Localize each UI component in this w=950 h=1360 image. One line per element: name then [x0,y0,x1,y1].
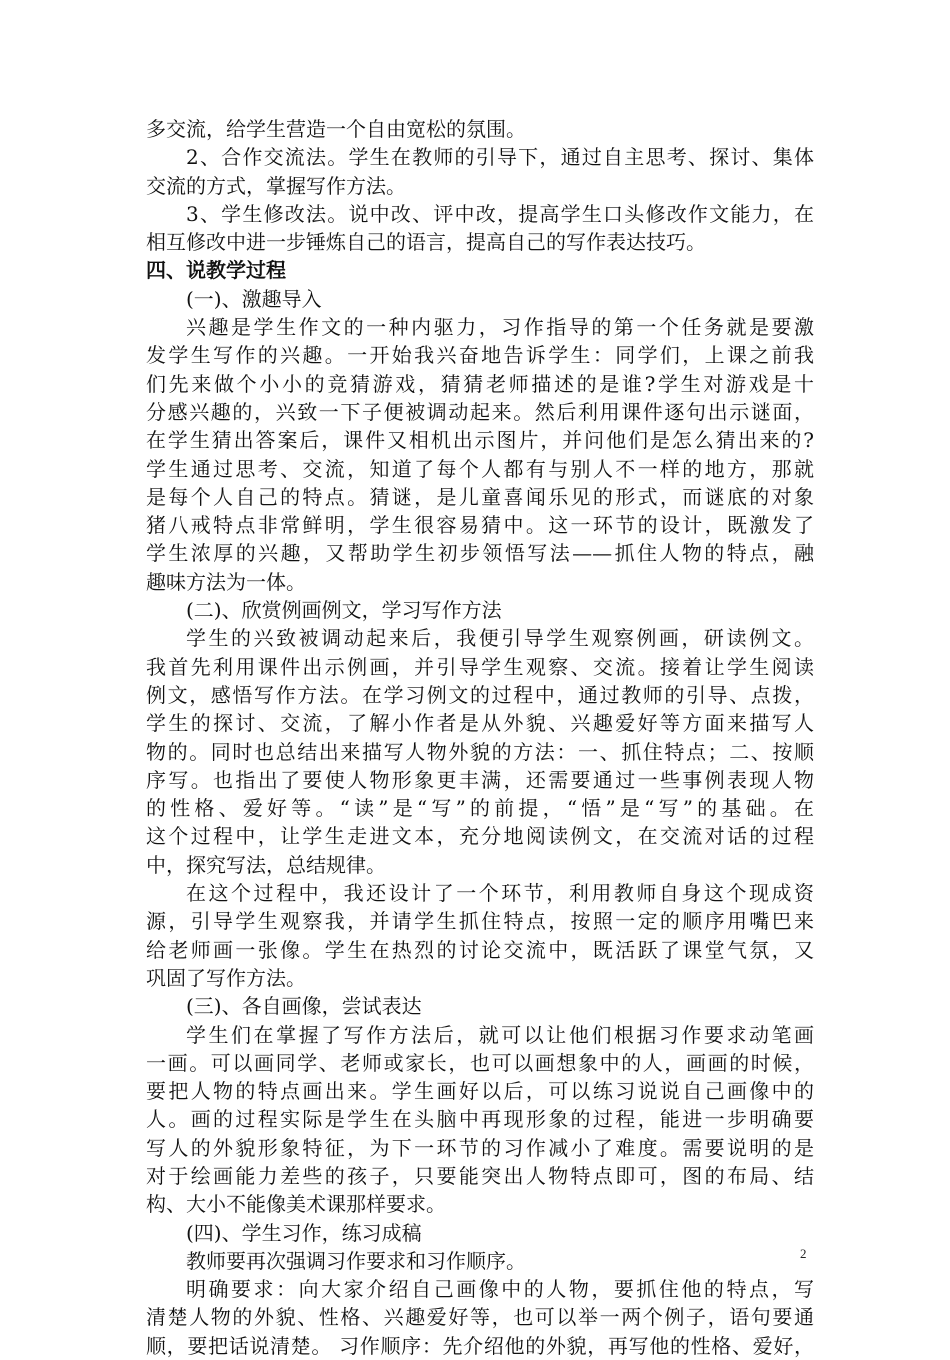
text-line: 的性格、爱好等。“读”是“写”的前提，“悟”是“写”的基础。在 [146,796,814,821]
text-line: 物的。同时也总结出来描写人物外貌的方法：一、抓住特点；二、按顺 [146,739,814,764]
text-line: 学生通过思考、交流，知道了每个人都有与别人不一样的地方，那就 [146,456,814,481]
text-line: 一画。可以画同学、老师或家长，也可以画想象中的人，画画的时候， [146,1050,814,1075]
text-line: 是每个人自己的特点。猜谜，是儿童喜闻乐见的形式，而谜底的对象 [146,484,814,509]
text-line: (二)、欣赏例画例文，学习写作方法 [186,598,502,623]
text-line: 给老师画一张像。学生在热烈的讨论交流中，既活跃了课堂气氛，又 [146,937,814,962]
text-line: 人。画的过程实际是学生在头脑中再现形象的过程，能进一步明确要 [146,1107,814,1132]
text-line: 序写。也指出了要使人物形象更丰满，还需要通过一些事例表现人物 [146,767,814,792]
text-line: 在这个过程中，我还设计了一个环节，利用教师自身这个现成资 [186,881,814,906]
text-line: 教师要再次强调习作要求和习作顺序。 [186,1248,526,1273]
section-heading: 四、说教学过程 [146,258,286,283]
text-line: 兴趣是学生作文的一种内驱力，习作指导的第一个任务就是要激 [186,315,814,340]
text-line: (一)、激趣导入 [186,286,322,311]
text-line: 发学生写作的兴趣。一开始我兴奋地告诉学生：同学们，上课之前我 [146,343,814,368]
text-line: 学生浓厚的兴趣，又帮助学生初步领悟写法——抓住人物的特点，融 [146,541,814,566]
text-line: 清楚人物的外貌、性格、兴趣爱好等，也可以举一两个例子，语句要通 [146,1305,814,1330]
text-line: (四)、学生习作，练习成稿 [186,1220,422,1245]
text-line: 趣味方法为一体。 [146,569,306,594]
text-line: 交流的方式，掌握写作方法。 [146,173,406,198]
text-line: 2、合作交流法。学生在教师的引导下，通过自主思考、探讨、集体 [186,145,814,170]
text-line: 构、大小不能像美术课那样要求。 [146,1192,446,1217]
text-line: 学生的探讨、交流，了解小作者是从外貌、兴趣爱好等方面来描写人 [146,711,814,736]
text-line: 巩固了写作方法。 [146,965,306,990]
text-line: 中，探究写法，总结规律。 [146,852,386,877]
text-line: 相互修改中进一步锤炼自己的语言，提高自己的写作表达技巧。 [146,230,706,255]
text-line: 学生的兴致被调动起来后，我便引导学生观察例画，研读例文。 [186,626,814,651]
text-line: (三)、各自画像，尝试表达 [186,994,422,1019]
text-line: 们先来做个小小的竞猜游戏，猜猜老师描述的是谁?学生对游戏是十 [146,371,814,396]
text-line: 明确要求：向大家介绍自己画像中的人物，要抓住他的特点，写 [186,1277,814,1302]
text-line: 这个过程中，让学生走进文本，充分地阅读例文，在交流对话的过程 [146,824,814,849]
text-line: 顺，要把话说清楚。 习作顺序：先介绍他的外貌，再写他的性格、爱好， [146,1333,814,1358]
text-line: 猪八戒特点非常鲜明，学生很容易猜中。这一环节的设计，既激发了 [146,513,814,538]
text-line: 要把人物的特点画出来。学生画好以后，可以练习说说自己画像中的 [146,1079,814,1104]
text-line: 写人的外貌形象特征，为下一环节的习作减小了难度。需要说明的是 [146,1135,814,1160]
text-line: 在学生猜出答案后，课件又相机出示图片，并问他们是怎么猜出来的? [146,428,814,453]
text-line: 我首先利用课件出示例画，并引导学生观察、交流。接着让学生阅读 [146,654,814,679]
text-line: 多交流，给学生营造一个自由宽松的氛围。 [146,117,526,141]
text-line: 例文，感悟写作方法。在学习例文的过程中，通过教师的引导、点拨， [146,682,814,707]
text-line: 分感兴趣的，兴致一下子便被调动起来。然后利用课件逐句出示谜面， [146,399,814,424]
text-line: 学生们在掌握了写作方法后，就可以让他们根据习作要求动笔画 [186,1022,814,1047]
text-line: 源，引导学生观察我，并请学生抓住特点，按照一定的顺序用嘴巴来 [146,909,814,934]
document-page [146,115,814,1360]
page-number: 2 [800,1246,807,1261]
text-line: 对于绘画能力差些的孩子，只要能突出人物特点即可，图的布局、结 [146,1163,814,1188]
text-line: 3、学生修改法。说中改、评中改，提高学生口头修改作文能力，在 [186,201,814,226]
